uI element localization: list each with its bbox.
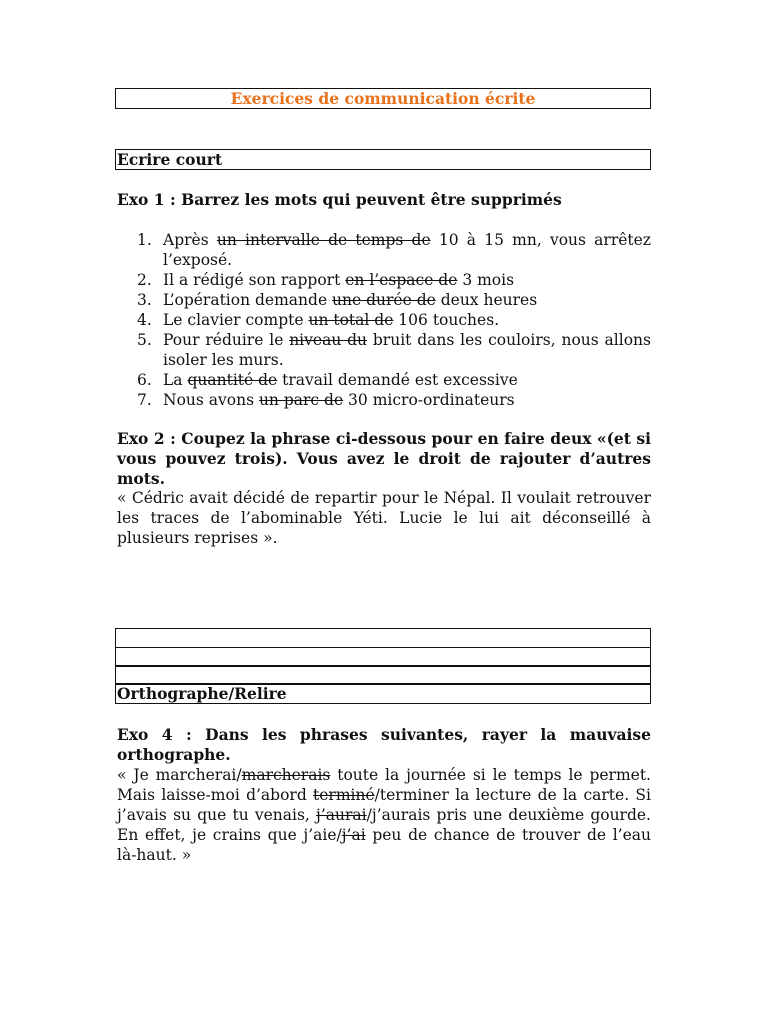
section-heading: Ecrire court <box>117 150 223 169</box>
empty-table-row <box>115 628 651 648</box>
list-item: 7. Nous avons un parc de 30 micro-ordinateurs <box>137 391 515 409</box>
exo2-text: « Cédric avait décidé de repartir pour le Népal. Il voulait retrouver les traces de l’abominable Yéti. Lucie le lui ait déconseillé à plusieurs reprises ». <box>117 489 651 547</box>
struck-words: niveau du <box>289 331 368 349</box>
section-heading: Orthographe/Relire <box>117 684 287 703</box>
section-orthographe <box>115 683 651 704</box>
exo2-heading: Exo 2 : Coupez la phrase ci-dessous pour en faire deux «(et si vous pouvez trois). Vous avez le droit de rajouter d’autres mots. <box>117 429 651 488</box>
list-item: 5. Pour réduire le niveau du bruit dans les couloirs, nous allons isoler les murs. <box>137 331 651 369</box>
document-title: Exercices de communication écrite <box>230 89 536 108</box>
exo1-list <box>117 230 651 410</box>
list-item: 1. Après un intervalle de temps de 10 à 15 mn, vous arrêtez l’exposé. <box>137 231 651 269</box>
exo4-text: « Je marcherai/marcherais toute la journée si le temps le permet. Mais laisse-moi d’abord terminé/terminer la lecture de la carte. Si j’avais su que tu venais, j’aurai/j’aurais pris une deuxième gourde. En effet, je crains que j’aie/j’ai peu de chance de trouver de l’eau là-haut. » <box>117 766 651 864</box>
section-ecrire-court <box>115 149 651 170</box>
struck-words: j’aurai <box>316 806 367 824</box>
struck-words: j’ai <box>341 826 366 844</box>
list-item: 2. Il a rédigé son rapport en l’espace de 3 mois <box>137 271 515 289</box>
struck-words: un total de <box>308 311 394 329</box>
list-item: 3. L’opération demande une durée de deux heures <box>137 291 538 309</box>
struck-words: quantité de <box>187 371 278 389</box>
struck-words: un parc de <box>258 391 344 409</box>
list-item: 6. La quantité de travail demandé est excessive <box>137 371 518 389</box>
list-item: 4. Le clavier compte un total de 106 touches. <box>137 311 500 329</box>
document-title-box <box>115 88 651 109</box>
exo4-heading: Exo 4 : Dans les phrases suivantes, rayer la mauvaise orthographe. <box>117 725 651 764</box>
struck-words: marcherais <box>241 766 331 784</box>
exo1-heading: Exo 1 : Barrez les mots qui peuvent être supprimés <box>117 190 562 209</box>
struck-words: un intervalle de temps de <box>216 231 431 249</box>
struck-words: une durée de <box>332 291 436 309</box>
struck-words: terminé <box>313 786 375 804</box>
empty-table-row <box>115 665 651 685</box>
struck-words: en l’espace de <box>345 271 458 289</box>
empty-table-row <box>115 647 651 667</box>
